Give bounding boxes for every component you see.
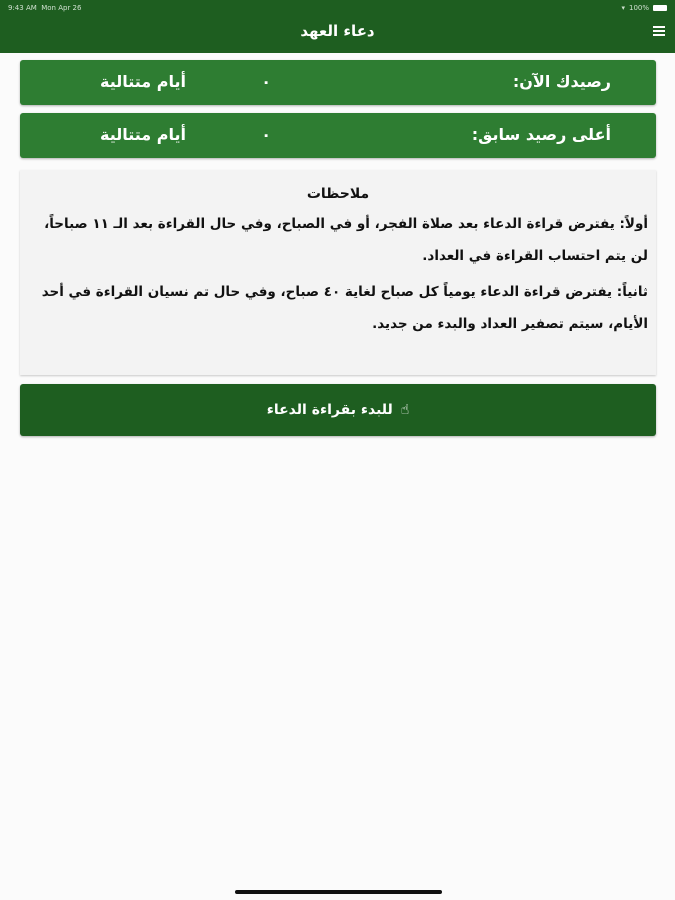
current-balance-unit: أيام متتالية [99, 72, 186, 91]
status-right [621, 4, 667, 12]
home-indicator [235, 890, 442, 894]
note-second: ثانياً: يفترض قراءة الدعاء يومياً كل صباح لغاية ٤٠ صباح، وفي حال تم نسيان القراءة في أحد الأيام، سيتم تصفير العداد والبدء من جديد. [41, 284, 648, 332]
status-bar [0, 0, 675, 16]
menu-icon[interactable] [653, 26, 665, 38]
app-header [0, 0, 675, 53]
start-reading-button[interactable] [20, 384, 656, 436]
highest-balance-unit: أيام متتالية [99, 125, 186, 144]
wifi-icon: ▾ [621, 4, 625, 12]
battery-icon [653, 5, 667, 11]
current-balance-card [20, 60, 656, 105]
notes-panel [20, 170, 656, 375]
battery-level: 100% [628, 4, 649, 12]
highest-balance-value: ٠ [261, 125, 271, 144]
status-date: Mon Apr 26 [41, 4, 82, 12]
notes-title: ملاحظات [306, 186, 370, 202]
note-first: أولاً: يفترض قراءة الدعاء بعد صلاة الفجر، أو في الصباح، وفي حال القراءة بعد الـ ١١ صباحاً، لن يتم احتساب القراءة في العداد. [44, 216, 648, 264]
highest-balance-label: أعلى رصيد سابق: [471, 125, 611, 144]
highest-balance-card [20, 113, 656, 158]
status-time-date [8, 4, 81, 12]
hand-icon: ☝ [400, 402, 410, 418]
start-reading-label: للبدء بقراءة الدعاء [266, 402, 393, 418]
page-title: دعاء العهد [300, 22, 375, 40]
status-time: 9:43 AM [8, 4, 37, 12]
current-balance-value: ٠ [261, 72, 271, 91]
current-balance-label: رصيدك الآن: [512, 72, 611, 91]
